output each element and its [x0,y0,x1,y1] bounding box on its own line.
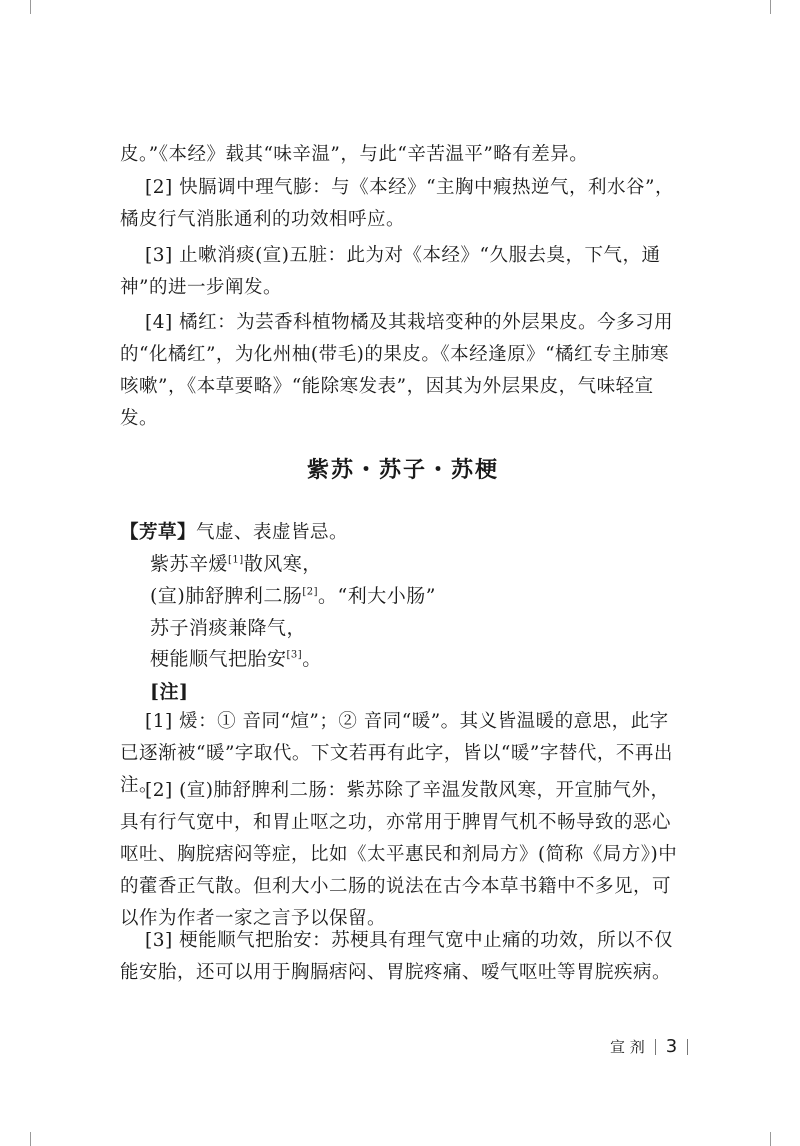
verse-line-1: 紫苏辛煖[1]散风寒， [150,553,322,575]
note-3: [3] 止嗽消痰(宣)五脏：此为对《本经》“久服去臭，下气，通神”的进一步阐发。 [120,245,661,298]
notes-label: [注] [150,681,189,703]
page-footer [610,1036,688,1057]
fangcao-text: 气虚、表虚皆忌。 [196,522,349,543]
footnote-ref: [3] [286,649,303,661]
footer-divider [655,1039,656,1055]
verse-line-2: (宣)肺舒脾利二肠[2]。“利大小肠” [150,585,436,607]
note-continuation: 皮。”《本经》载其“味辛温”，与此“辛苦温平”略有差异。 [120,144,589,165]
verse-line-4: 梗能顺气把胎安[3]。 [150,648,322,670]
footer-divider [687,1039,688,1055]
verse-line-3: 苏子消痰兼降气， [150,617,307,639]
footnote-ref: [1] [228,554,244,566]
running-footer-section: 宣 剂 [610,1038,645,1056]
section-title: 紫苏・苏子・苏梗 [306,458,499,483]
fangcao-label: 【芳草】 [120,522,197,543]
crop-mark [30,1132,31,1146]
note-2: [2] 快膈调中理气膨：与《本经》“主胸中瘕热逆气，利水谷”，橘皮行气消胀通利的功效相呼应。 [120,177,675,230]
fangcao-line [120,517,686,549]
note-4: [4] 橘红：为芸香科植物橘及其栽培变种的外层果皮。今多习用的“化橘红”，为化州柚(带毛)的果皮。《本经逢原》“橘红专主肺寒咳嗽”，《本草要略》“能除寒发表”，因其为外层果皮，气味轻宣发。 [120,312,674,429]
note-3-second: [3] 梗能顺气把胎安：苏梗具有理气宽中止痛的功效，所以不仅能安胎，还可以用于胸膈痞闷、胃脘疼痛、嗳气呕吐等胃脘疾病。 [120,930,674,983]
note-2-second: [2] (宣)肺舒脾利二肠：紫苏除了辛温发散风寒，开宣肺气外，具有行气宽中，和胃止呕之功，亦常用于脾胃气机不畅导致的恶心呕吐、胸脘痞闷等症，比如《太平惠民和剂局方》(简称《局方》)中的藿香正气散。但利大小二肠的说法在古今本草书籍中不多见，可以作为作者一家之言予以保留。 [120,780,678,929]
crop-mark [770,1132,771,1146]
page-number: 3 [665,1036,678,1057]
crop-mark [770,0,771,14]
note-1: [1] 煖：① 音同“煊”；② 音同“暖”。其义皆温暖的意思，此字已逐渐被“暖”字取代。下文若再有此字，皆以“暖”字替代，不再出注。 [120,711,673,796]
footnote-ref: [2] [302,586,318,598]
crop-mark [30,0,31,14]
